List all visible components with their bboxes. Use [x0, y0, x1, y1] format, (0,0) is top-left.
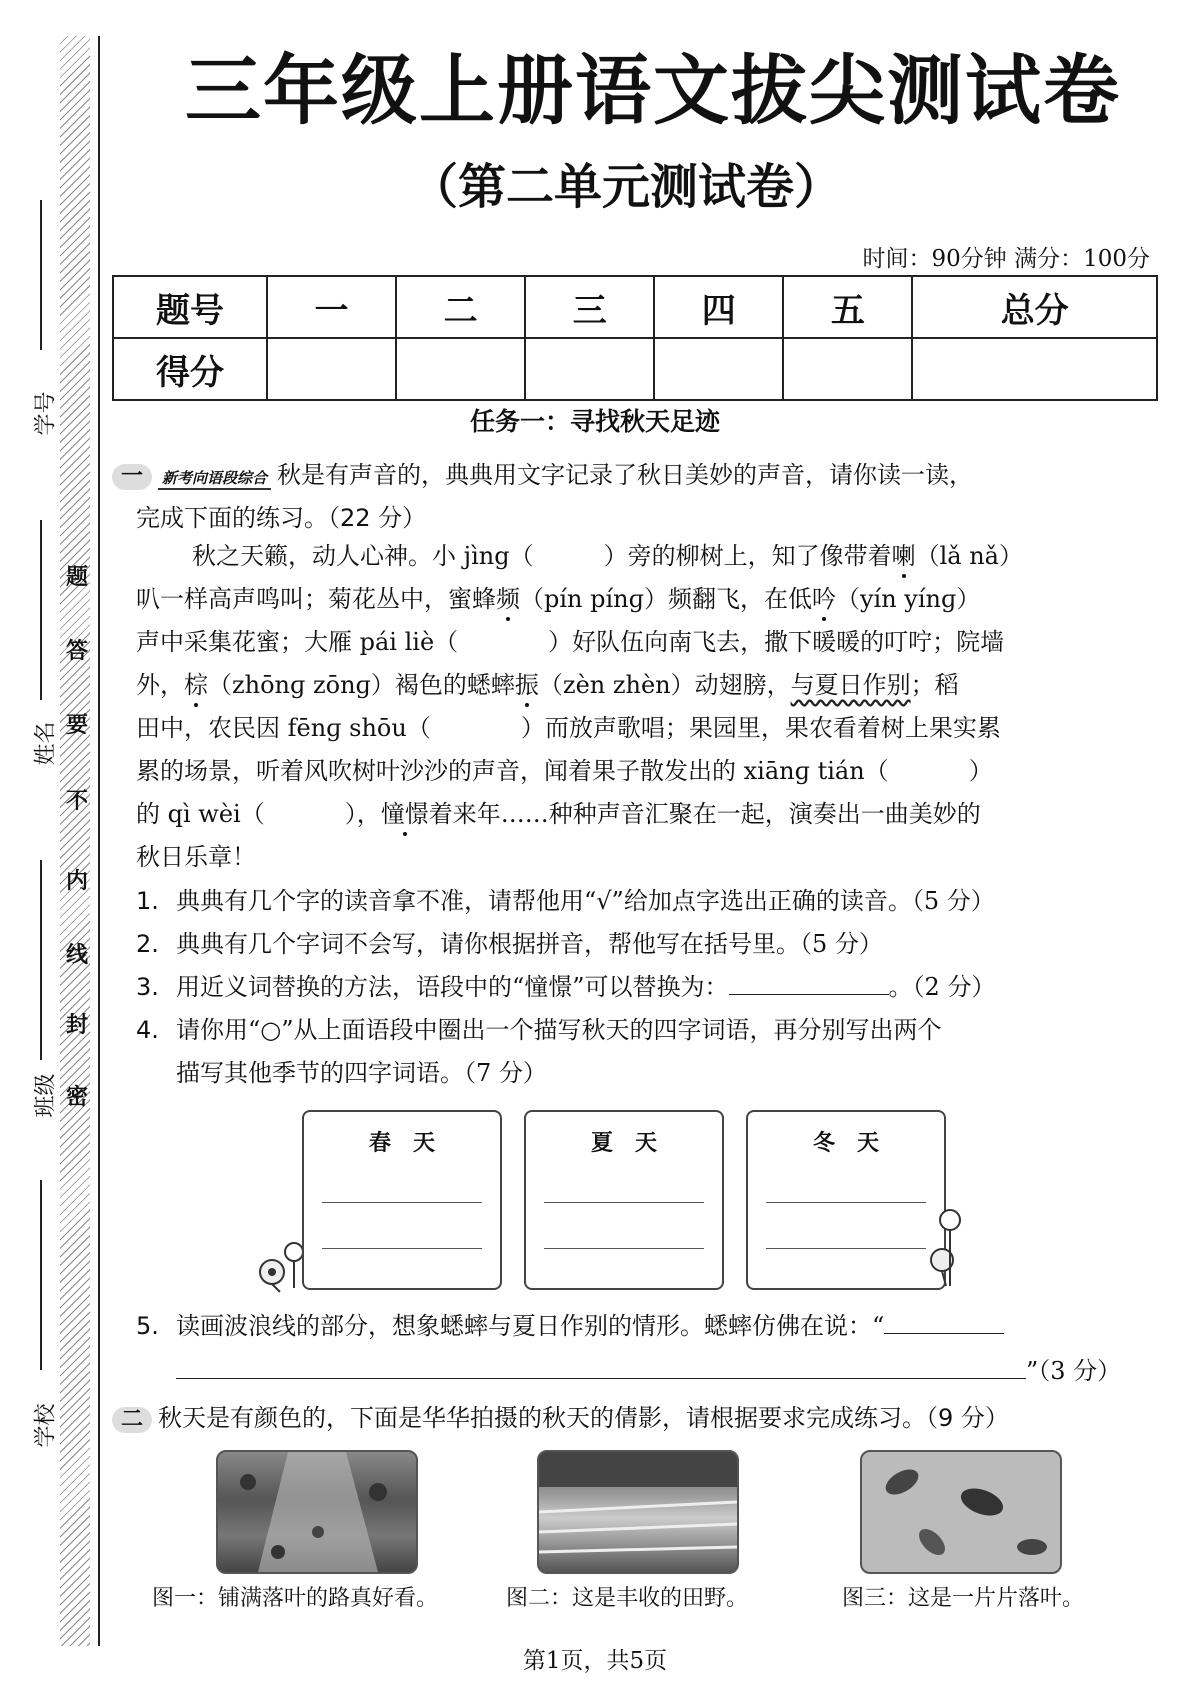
passage-text: 叭一样高声鸣叫；菊花丛中，蜜蜂 [136, 585, 496, 613]
passage-text: ）旁的柳树上，知了像带着 [603, 542, 892, 570]
seal-char: 要 [66, 713, 89, 738]
score-row-label: 得分 [113, 338, 267, 400]
dotted-char: 棕 [184, 671, 208, 699]
pinyin-choice[interactable]: （zèn zhèn）动翅膀， [538, 671, 791, 699]
question-number: 1. [136, 887, 159, 915]
falling-leaves-image [862, 1452, 1060, 1572]
seal-char: 线 [66, 943, 89, 968]
seal-char: 封 [66, 1013, 89, 1038]
question-number: 2. [136, 930, 159, 958]
score-header-cell: 一 [267, 276, 396, 338]
score-header-cell: 五 [783, 276, 912, 338]
label-name: 姓名 [33, 721, 59, 766]
passage-text: 的 qì wèi（ [136, 800, 265, 828]
question-5-cont [176, 1350, 1136, 1393]
score-cell[interactable] [267, 338, 396, 400]
dotted-char: 吟 [811, 585, 836, 613]
score-cell[interactable] [912, 338, 1157, 400]
question-1 [136, 880, 1146, 923]
passage-text: ）而放声歌唱；果园里，果农看着树上果实累 [520, 714, 1001, 742]
seal-char: 不 [66, 789, 89, 814]
id-line [40, 200, 42, 350]
passage-line [136, 578, 1144, 621]
score-cell[interactable] [654, 338, 783, 400]
passage-text: 声中采集花蜜；大雁 pái liè（ [136, 628, 459, 656]
label-school: 学校 [33, 1403, 59, 1448]
answer-blank[interactable] [729, 970, 889, 995]
passage-text: 着来年……种种声音汇聚在一起，演奏出一曲美妙的 [428, 800, 981, 828]
page-title: 三年级上册语文拔尖测试卷 [185, 46, 1121, 135]
seal-char: 答 [66, 639, 89, 664]
pinyin-choice[interactable]: （zhōnɡ zōnɡ）褐色的蟋蟀 [208, 671, 515, 699]
answer-blank[interactable] [884, 1309, 1004, 1334]
question-number: 5. [136, 1312, 159, 1340]
card-title: 春 天 [368, 1130, 435, 1156]
answer-line[interactable] [322, 1248, 482, 1249]
score-cell[interactable] [783, 338, 912, 400]
score-cell[interactable] [396, 338, 525, 400]
photo-caption-3: 图三：这是一片片落叶。 [842, 1586, 1085, 1611]
question-text: 请你用“○”从上面语段中圈出一个描写秋天的四字词语，再分别写出两个 [176, 1016, 942, 1044]
passage-text: ；稻 [910, 671, 959, 699]
leaf-road-image [218, 1452, 416, 1572]
passage-line [136, 707, 1144, 750]
flower-decoration-icon [920, 1200, 980, 1290]
photo-leaf-road [216, 1450, 418, 1574]
score-header-cell: 题号 [113, 276, 267, 338]
pinyin-choice[interactable]: （pín pínɡ）频翻飞，在低 [520, 585, 812, 613]
card-winter [746, 1110, 946, 1290]
photo-caption-2: 图二：这是丰收的田野。 [506, 1586, 749, 1611]
photo-caption-1: 图一：铺满落叶的路真好看。 [152, 1586, 439, 1611]
score-header-cell: 总分 [912, 276, 1157, 338]
answer-line[interactable] [766, 1248, 926, 1249]
passage-text: 累的场景，听着风吹树叶沙沙的声音，闻着果子散发出的 xiānɡ tián（ [136, 757, 889, 785]
score-header-cell: 二 [396, 276, 525, 338]
passage-text: 外， [136, 671, 184, 699]
passage-line [136, 664, 1144, 707]
section-instruction: 秋是有声音的，典典用文字记录了秋日美妙的声音，请你读一读， [277, 461, 974, 489]
section-number: 一 [112, 464, 152, 490]
passage-line [136, 535, 1144, 578]
passage-line [136, 750, 1144, 793]
score-header-row [113, 276, 1157, 338]
question-number: 3. [136, 973, 159, 1001]
section-number: 二 [112, 1407, 152, 1433]
section1-heading [112, 455, 1162, 490]
task-title: 任务一：寻找秋天足迹 [469, 407, 720, 436]
label-class: 班级 [33, 1073, 59, 1118]
passage-line [136, 621, 1144, 664]
section2-heading [112, 1398, 1162, 1433]
school-line [40, 1180, 42, 1370]
question-text: 典典有几个字的读音拿不准，请帮他用“√”给加点字选出正确的读音。（5 分） [176, 887, 995, 915]
question-4-cont: 描写其他季节的四字词语。（7 分） [176, 1059, 547, 1087]
card-title: 夏 天 [590, 1130, 657, 1156]
question-text: 。（2 分） [888, 973, 996, 1001]
question-text: 读画波浪线的部分，想象蟋蟀与夏日作别的情形。蟋蟀仿佛在说：“ [176, 1312, 885, 1340]
section1-instruction-cont: 完成下面的练习。（22 分） [136, 504, 427, 532]
card-spring [302, 1110, 502, 1290]
answer-blank[interactable] [176, 1354, 1026, 1379]
question-3 [136, 966, 1146, 1009]
pinyin-choice[interactable]: （lǎ nǎ） [915, 542, 1023, 570]
photo-falling-leaves [860, 1450, 1062, 1574]
binding-line [98, 36, 100, 1646]
card-title: 冬 天 [812, 1130, 879, 1156]
passage [136, 535, 1144, 879]
binding-hatch [60, 36, 90, 1646]
dotted-char: 振 [514, 671, 539, 699]
answer-line[interactable] [322, 1202, 482, 1203]
seal-char: 密 [66, 1085, 89, 1110]
seal-char: 题 [66, 565, 89, 590]
label-student-id: 学号 [33, 391, 59, 436]
name-line [40, 520, 42, 700]
wavy-underline-text: 与夏日作别 [790, 671, 911, 699]
answer-line[interactable] [544, 1248, 704, 1249]
question-5 [136, 1305, 1146, 1348]
question-text: 用近义词替换的方法，语段中的“憧憬”可以替换为： [176, 973, 729, 1001]
passage-text: ）好队伍向南飞去，撒下暖暖的叮咛；院墙 [548, 628, 1005, 656]
page-subtitle: （第二单元测试卷） [410, 159, 843, 215]
question-4 [136, 1009, 1146, 1052]
pinyin-choice[interactable]: （yín yínɡ） [835, 585, 981, 613]
dotted-char: 频 [496, 585, 520, 613]
harvest-field-image [539, 1452, 737, 1572]
question-text: ”（3 分） [1026, 1357, 1122, 1385]
question-text: 典典有几个字词不会写，请你根据拼音，帮他写在括号里。（5 分） [176, 930, 883, 958]
passage-text: 田中，农民因 fēnɡ shōu（ [136, 714, 431, 742]
passage-line [136, 793, 1144, 836]
passage-line: 秋日乐章！ [136, 843, 256, 871]
question-number: 4. [136, 1016, 159, 1044]
passage-text: ）， [344, 800, 381, 828]
photo-harvest-field [537, 1450, 739, 1574]
card-summer [524, 1110, 724, 1290]
page-footer: 第1页，共5页 [522, 1648, 668, 1674]
score-header-cell: 四 [654, 276, 783, 338]
answer-line[interactable] [544, 1202, 704, 1203]
score-header-cell: 三 [525, 276, 654, 338]
section-tag: 新考向语段综合 [158, 467, 271, 490]
score-value-row [113, 338, 1157, 400]
score-cell[interactable] [525, 338, 654, 400]
question-2 [136, 923, 1146, 966]
time-info: 时间：90分钟 满分：100分 [862, 246, 1150, 272]
dotted-word: 憧憬 [380, 800, 429, 828]
score-table [112, 275, 1158, 401]
dotted-char: 喇 [891, 542, 916, 570]
seal-char: 内 [66, 869, 89, 894]
passage-text: ） [968, 757, 993, 785]
class-line [40, 860, 42, 1060]
passage-text: 秋之天籁，动人心神。小 jìng（ [192, 542, 534, 570]
answer-line[interactable] [766, 1202, 926, 1203]
section-instruction: 秋天是有颜色的，下面是华华拍摄的秋天的倩影，请根据要求完成练习。（9 分） [158, 1404, 1009, 1432]
